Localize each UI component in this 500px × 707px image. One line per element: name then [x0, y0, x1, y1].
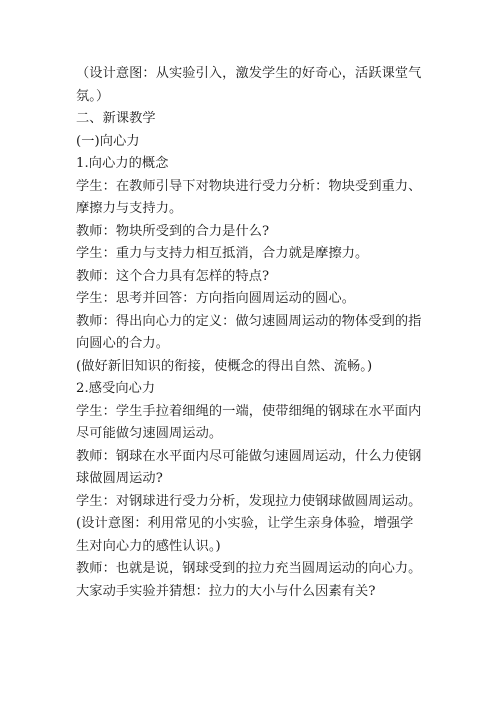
- text-line: 尽可能做匀速圆周运动。: [76, 426, 223, 441]
- text-line: 学生：学生手拉着细绳的一端，使带细绳的钢球在水平面内: [76, 403, 422, 419]
- text-line: （设计意图：从实验引入，激发学生的好奇心，活跃课堂气: [76, 66, 422, 81]
- text-line: 球做圆周运动?: [76, 471, 163, 486]
- subsection-heading: 1.向心力的概念: [76, 156, 169, 171]
- subsection-heading: (一)向心力: [76, 133, 140, 149]
- text-line: 学生：重力与支持力相互抵消，合力就是摩擦力。: [76, 246, 369, 261]
- text-line: 学生：对钢球进行受力分析，发现拉力使钢球做圆周运动。: [76, 493, 422, 509]
- text-line: 教师：也就是说，钢球受到的拉力充当圆周运动的向心力。: [76, 561, 422, 576]
- text-line: 生对向心力的感性认识。): [76, 538, 221, 554]
- text-line: 向圆心的合力。: [76, 336, 170, 351]
- text-line: 教师：这个合力具有怎样的特点?: [76, 268, 270, 284]
- text-line: 大家动手实验并猜想：拉力的大小与什么因素有关?: [76, 583, 376, 599]
- text-line: (设计意图：利用常见的小实验，让学生亲身体验，增强学: [76, 516, 414, 531]
- subsection-heading: 2.感受向心力: [76, 381, 156, 396]
- text-line: 教师：得出向心力的定义：做匀速圆周运动的物体受到的指: [76, 313, 422, 329]
- section-heading: 二、新课教学: [76, 111, 156, 126]
- text-line: 摩擦力与支持力。: [76, 201, 183, 216]
- text-line: 氛。）: [76, 88, 110, 104]
- document-body: [76, 63, 436, 603]
- text-line: 学生：思考并回答：方向指向圆周运动的圆心。: [76, 291, 356, 306]
- text-line: 教师：钢球在水平面内尽可能做匀速圆周运动，什么力使钢: [76, 448, 422, 464]
- text-line: 教师：物块所受到的合力是什么?: [76, 223, 270, 239]
- text-line: (做好新旧知识的衔接，使概念的得出自然、流畅。): [76, 358, 373, 374]
- text-line: 学生：在教师引导下对物块进行受力分析：物块受到重力、: [76, 178, 422, 194]
